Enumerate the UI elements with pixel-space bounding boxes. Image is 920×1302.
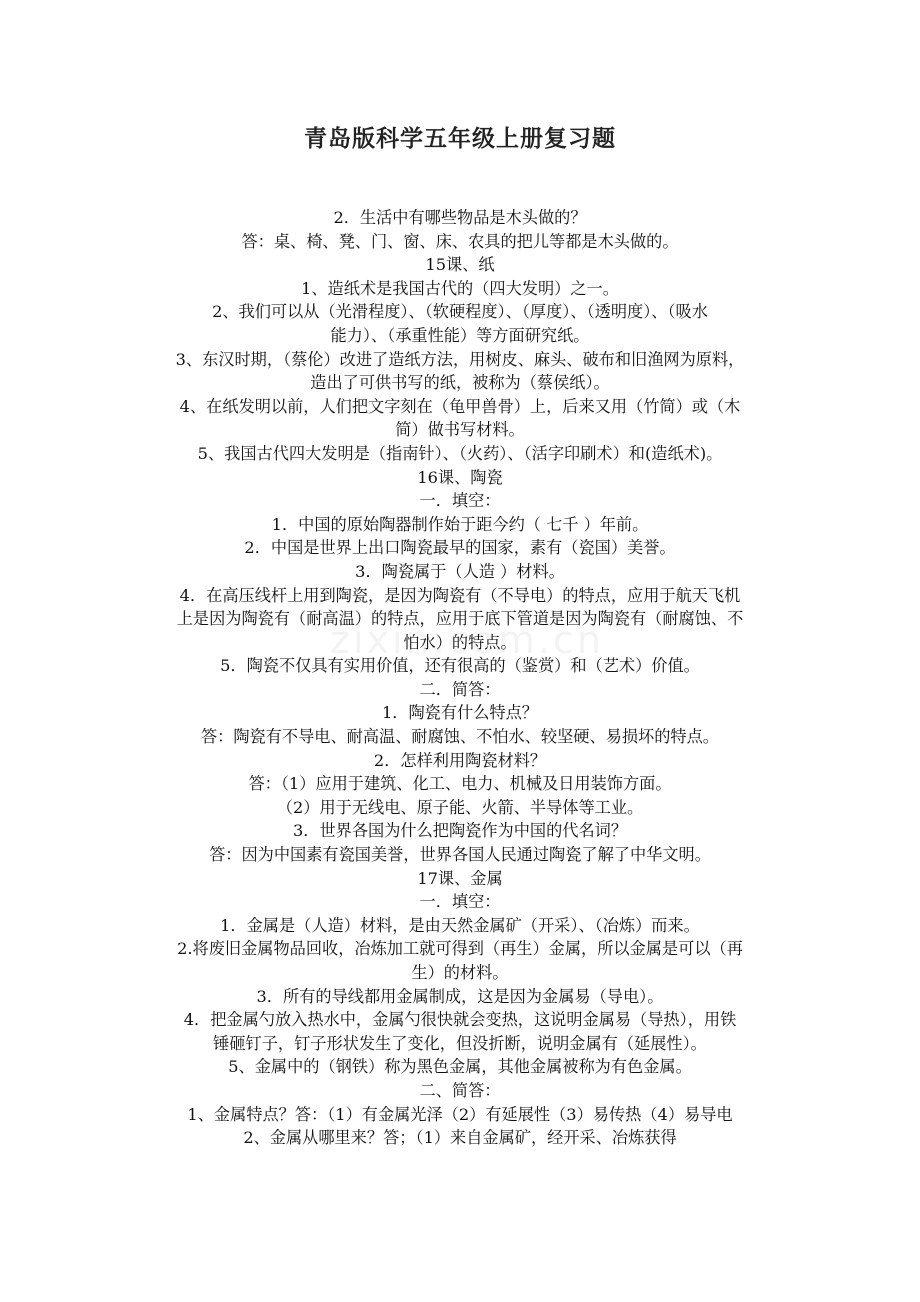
text-line: 1、金属特点？答：（1）有金属光泽（2）有延展性（3）易传热（4）易导电: [187, 1104, 733, 1124]
text-line: 2．中国是世界上出口陶瓷最早的国家，素有（瓷国）美誉。: [244, 538, 676, 558]
document-title: 青岛版科学五年级上册复习题: [304, 126, 616, 152]
text-line: 1、造纸术是我国古代的（四大发明）之一。: [301, 278, 619, 298]
text-line: 1．陶瓷有什么特点？: [382, 703, 538, 723]
text-line: 4．把金属勺放入热水中，金属勺很快就会变热，这说明金属易（导热），用铁: [183, 1010, 737, 1030]
text-line: 1．中国的原始陶器制作始于距今约（ 七千 ）年前。: [271, 514, 649, 534]
text-line: 2、我们可以从（光滑程度）、（软硬程度）、（厚度）、（透明度）、（吸水: [212, 302, 708, 322]
text-line: 3．所有的导线都用金属制成，这是因为金属易（导电）。: [256, 986, 664, 1006]
text-line: 上是因为陶瓷有（耐高温）的特点，应用于底下管道是因为陶瓷有（耐腐蚀、不: [176, 609, 744, 629]
text-line: 1．金属是（人造）材料，是由天然金属矿（开采）、（冶炼）而来。: [220, 915, 700, 935]
text-line: 3、东汉时期，（蔡伦）改进了造纸方法，用树皮、麻头、破布和旧渔网为原料，: [175, 349, 745, 369]
text-line: 答：桌、椅、凳、门、窗、床、农具的把儿等都是木头做的。: [241, 231, 679, 251]
document-body: [128, 206, 792, 1150]
text-line: 2、金属从哪里来？答；（1）来自金属矿，经开采、冶炼获得: [243, 1128, 677, 1148]
text-line: （2）用于无线电、原子能、火箭、半导体等工业。: [276, 797, 644, 817]
subsection-heading: 一．填空：: [419, 892, 501, 912]
section-heading-ceramics: 16课、陶瓷: [417, 467, 503, 487]
subsection-heading: 二、简答：: [419, 1080, 501, 1100]
subsection-heading: 二．简答：: [419, 679, 501, 699]
text-line: 答：因为中国素有瓷国美誉，世界各国人民通过陶瓷了解了中华文明。: [209, 845, 711, 865]
section-heading-paper: 15课、纸: [425, 255, 495, 275]
text-line: 3．世界各国为什么把陶瓷作为中国的代名词？: [292, 821, 628, 841]
text-line: 5．陶瓷不仅具有实用价值，还有很高的（鉴赏）和（艺术）价值。: [220, 656, 700, 676]
text-line: 锤砸钉子，钉子形状发生了变化，但没折断，说明金属有（延展性）。: [213, 1033, 707, 1053]
section-heading-metal: 17课、金属: [417, 868, 503, 888]
text-line: 答：陶瓷有不导电、耐高温、耐腐蚀、不怕水、较坚硬、易损坏的特点。: [201, 727, 719, 747]
text-line: 生）的材料。: [411, 963, 509, 982]
subsection-heading: 一．填空：: [419, 491, 501, 511]
text-line: 造出了可供书写的纸，被称为（蔡侯纸）。: [310, 373, 610, 393]
text-line: 4．在高压线杆上用到陶瓷，是因为陶瓷有（不导电）的特点，应用于航天飞机: [179, 585, 741, 605]
text-line: 2.将废旧金属物品回收，冶炼加工就可得到（再生）金属，所以金属是可以（再: [177, 939, 743, 959]
text-line: 能力）、（承重性能）等方面研究纸。: [330, 325, 590, 345]
text-line: 简）做书写材料。: [395, 420, 525, 440]
text-line: 2．生活中有哪些物品是木头做的？: [333, 208, 587, 227]
text-line: 怕水）的特点。: [403, 632, 517, 652]
text-line: 2．怎样利用陶瓷材料？: [373, 750, 547, 770]
text-line: 5、金属中的（钢铁）称为黑色金属，其他金属被称为有色金属。: [228, 1057, 692, 1077]
text-line: 3．陶瓷属于（人造 ）材料。: [355, 561, 565, 581]
text-line: 4、在纸发明以前，人们把文字刻在（龟甲兽骨）上，后来又用（竹简）或（木: [179, 396, 741, 416]
text-line: 5、我国古代四大发明是（指南针）、（火药）、（活字印刷术）和(造纸术)。: [197, 443, 723, 463]
text-line: 答：（1）应用于建筑、化工、电力、机械及日用装饰方面。: [248, 774, 672, 794]
